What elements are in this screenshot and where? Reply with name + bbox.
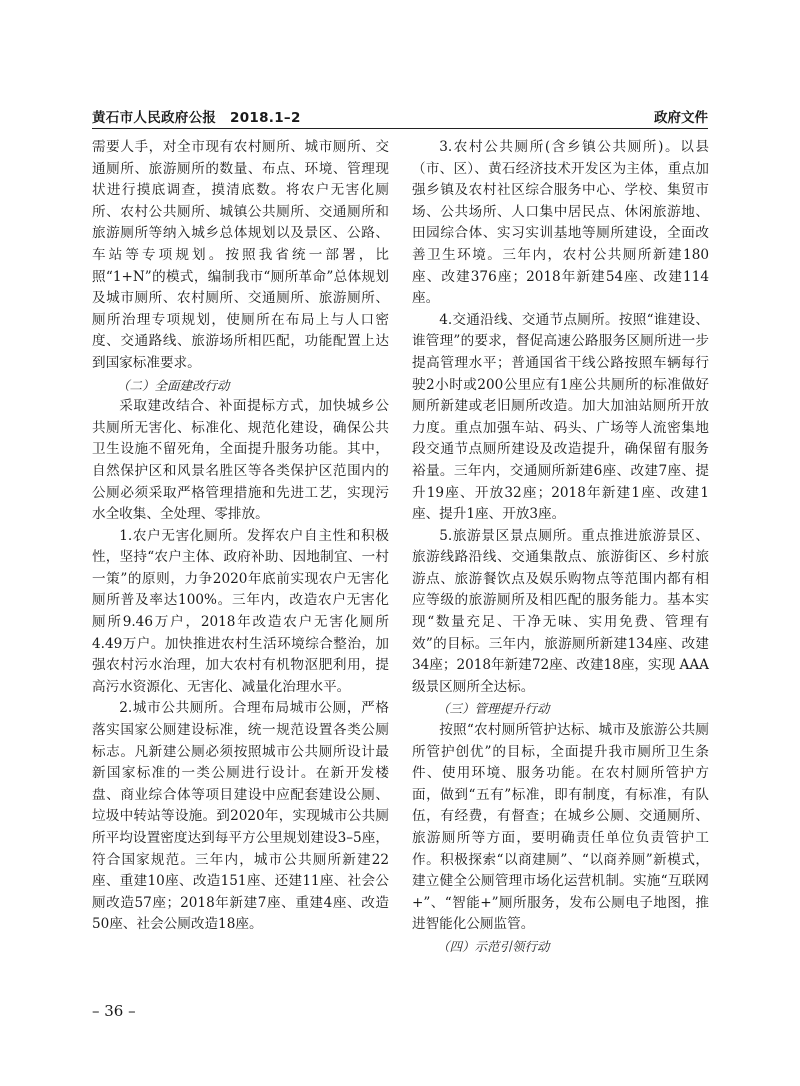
page-number: – 36 –: [92, 1002, 136, 1020]
section-heading: （二）全面建改行动: [117, 377, 230, 393]
paragraph: 采取建改结合、补面提标方式，加快城乡公共厕所无害化、标准化、规范化建设，确保公共卫生设施不留死角，全面提升服务功能。其中，自然保护区和风景名胜区等各类保护区范围内的公厕必须采取严格管理措施和先进工艺，实现污水全收集、全处理、零排放。: [92, 398, 389, 523]
paragraph: 2.城市公共厕所。合理布局城市公厕，严格落实国家公厕建设标准，统一规范设置各类公厕标志。凡新建公厕必须按照城市公共厕所设计最新国家标准的一类公厕进行设计。在新开发楼盘、商业综合体等项目建设中应配套建设公厕、垃圾中转站等设施。到2020年，实现城市公共厕所平均设置密度达到每平方公里规划建设3–5座，符合国家规范。三年内，城市公共厕所新建22座、重建10座、改造151座、还建11座、社会公厕改造57座；2018年新建7座、重建4座、改造50座、社会公厕改造18座。: [92, 700, 389, 933]
paragraph: 5.旅游景区景点厕所。重点推进旅游景区、旅游线路沿线、交通集散点、旅游街区、乡村旅游点、旅游餐饮点及娱乐购物点等范围内都有相应等级的旅游厕所及相匹配的服务能力。基本实现“数量充足、干净无味、实用免费、管理有效”的目标。三年内，旅游厕所新建134座、改建34座；2018年新建72座、改建18座，实现 AAA 级景区厕所全达标。: [412, 527, 709, 695]
paragraph: 3.农村公共厕所(含乡镇公共厕所)。以县（市、区）、黄石经济技术开发区为主体，重点加强乡镇及农村社区综合服务中心、学校、集贸市场、公共场所、人口集中居民点、休闲旅游地、田园综合体、实习实训基地等厕所建设，全面改善卫生环境。三年内，农村公共厕所新建180座、改建376座；2018年新建54座、改建114座。: [412, 139, 709, 307]
left-column: [92, 137, 389, 936]
header-rule: [92, 128, 708, 129]
section-name: 政府文件: [654, 110, 708, 126]
publication-title: 黄石市人民政府公报 2018.1–2: [92, 110, 301, 126]
paragraph: 1.农户无害化厕所。发挥农户自主性和积极性，坚持“农户主体、政府补助、因地制宜、一村一策”的原则，力争2020年底前实现农户无害化厕所普及率达100%。三年内，改造农户无害化厕所9.46万户，2018年改造农户无害化厕所4.49万户。加快推进农村生活环境综合整治，加强农村污水治理，加大农村有机物沤肥利用，提高污水资源化、无害化、减量化治理水平。: [92, 527, 389, 695]
paragraph: 需要人手，对全市现有农村厕所、城市厕所、交通厕所、旅游厕所的数量、布点、环境、管理现状进行摸底调查，摸清底数。将农户无害化厕所、农村公共厕所、城镇公共厕所、交通厕所和旅游厕所等纳入城乡总体规划以及景区、公路、车站等专项规划。按照我省统一部署，比照“1+N”的模式，编制我市“厕所革命”总体规划及城市厕所、农村厕所、交通厕所、旅游厕所、厕所治理专项规划，使厕所在布局上与人口密度、交通路线、旅游场所相匹配，功能配置上达到国家标准要求。: [92, 139, 389, 371]
section-heading: （三）管理提升行动: [437, 701, 550, 717]
section-heading: （四）示范引领行动: [437, 938, 550, 954]
paragraph: 按照“农村厕所管护达标、城市及旅游公共厕所管护创优”的目标，全面提升我市厕所卫生条件、使用环境、服务功能。在农村厕所管护方面，做到“五有”标准，即有制度，有标准，有队伍，有经费，有督查；在城乡公厕、交通厕所、旅游厕所等方面，要明确责任单位负责管护工作。积极探索“以商建厕”、“以商养厕”新模式，建立健全公厕管理市场化运营机制。实施“互联网+”、“智能+”厕所服务，发布公厕电子地图，推进智能化公厕监管。: [412, 722, 709, 933]
paragraph: 4.交通沿线、交通节点厕所。按照“谁建设、谁管理”的要求，督促高速公路服务区厕所进一步提高管理水平；普通国省干线公路按照车辆每行驶2小时或200公里应有1座公共厕所的标准做好厕所新建或老旧厕所改造。加大加油站厕所开放力度。重点加强车站、码头、广场等人流密集地段交通节点厕所建设及改造提升，确保留有服务裕量。三年内，交通厕所新建6座、改建7座、提升19座、开放32座；2018年新建1座、改建1座、提升1座、开放3座。: [412, 311, 709, 523]
right-column: [412, 137, 709, 958]
page-header: [92, 104, 708, 128]
